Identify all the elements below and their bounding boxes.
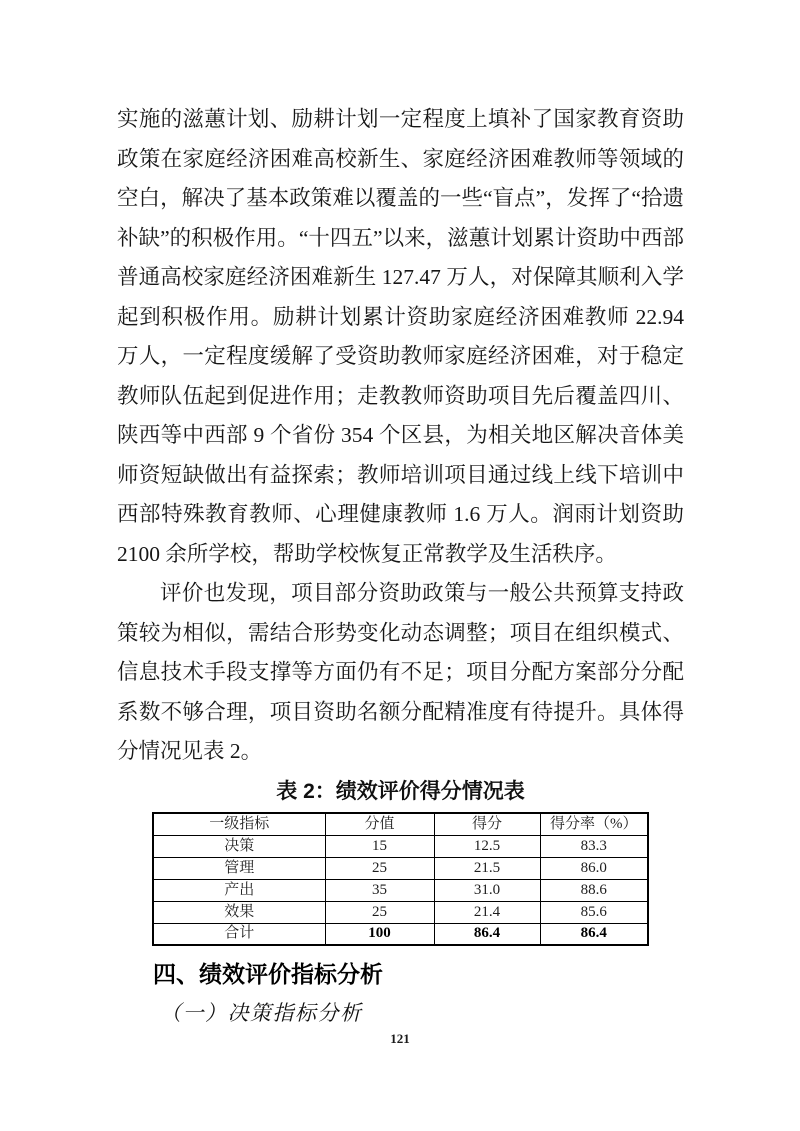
cell-score: 86.4: [434, 923, 540, 945]
col-header-score: 得分: [434, 813, 540, 835]
body-text: [117, 100, 684, 772]
cell-indicator: 管理: [153, 857, 325, 879]
cell-weight: 15: [325, 835, 434, 857]
subsection-heading-decision-analysis: （一）决策指标分析: [160, 1001, 363, 1025]
cell-score: 21.4: [434, 901, 540, 923]
cell-rate: 88.6: [540, 879, 648, 901]
cell-indicator: 决策: [153, 835, 325, 857]
section-heading-indicator-analysis: 四、绩效评价指标分析: [153, 961, 383, 987]
table-total-row: [153, 923, 648, 945]
col-header-indicator: 一级指标: [153, 813, 325, 835]
score-table: [152, 812, 649, 946]
paragraph-evaluation-findings: 评价也发现，项目部分资助政策与一般公共预算支持政策较为相似，需结合形势变化动态调整；项目在组织模式、信息技术手段支撑等方面仍有不足；项目分配方案部分分配系数不够合理，项目资助名额分配精准度有待提升。具体得分情况见表 2。: [117, 581, 684, 763]
table-row: [153, 857, 648, 879]
table-row: [153, 901, 648, 923]
cell-indicator: 合计: [153, 923, 325, 945]
cell-score: 21.5: [434, 857, 540, 879]
cell-score: 31.0: [434, 879, 540, 901]
table-caption: 表 2：绩效评价得分情况表: [276, 780, 525, 803]
page-number: 121: [390, 1031, 410, 1046]
cell-weight: 35: [325, 879, 434, 901]
cell-rate: 83.3: [540, 835, 648, 857]
cell-score: 12.5: [434, 835, 540, 857]
cell-weight: 25: [325, 857, 434, 879]
cell-rate: 86.0: [540, 857, 648, 879]
col-header-weight: 分值: [325, 813, 434, 835]
paragraph-program-results: 实施的滋蕙计划、励耕计划一定程度上填补了国家教育资助政策在家庭经济困难高校新生、家庭经济困难教师等领域的空白，解决了基本政策难以覆盖的一些“盲点”，发挥了“拾遗补缺”的积极作用。“十四五”以来，滋蕙计划累计资助中西部普通高校家庭经济困难新生 127.47 万人，对保障其顺利入学起到积极作用。励耕计划累计资助家庭经济困难教师 22.94 万人，一定程度缓解了受资助教师家庭经济困难，对于稳定教师队伍起到促进作用；走教教师资助项目先后覆盖四川、陕西等中西部 9 个省份 354 个区县，为相关地区解决音体美师资短缺做出有益探索；教师培训项目通过线上线下培训中西部特殊教育教师、心理健康教师 1.6 万人。润雨计划资助 2100 余所学校，帮助学校恢复正常教学及生活秩序。: [117, 107, 684, 566]
cell-indicator: 产出: [153, 879, 325, 901]
cell-weight: 25: [325, 901, 434, 923]
page-content: [117, 100, 684, 1028]
cell-rate: 86.4: [540, 923, 648, 945]
table-header-row: [153, 813, 648, 835]
cell-rate: 85.6: [540, 901, 648, 923]
col-header-rate: 得分率（%）: [540, 813, 648, 835]
cell-weight: 100: [325, 923, 434, 945]
table-row: [153, 879, 648, 901]
table-row: [153, 835, 648, 857]
cell-indicator: 效果: [153, 901, 325, 923]
